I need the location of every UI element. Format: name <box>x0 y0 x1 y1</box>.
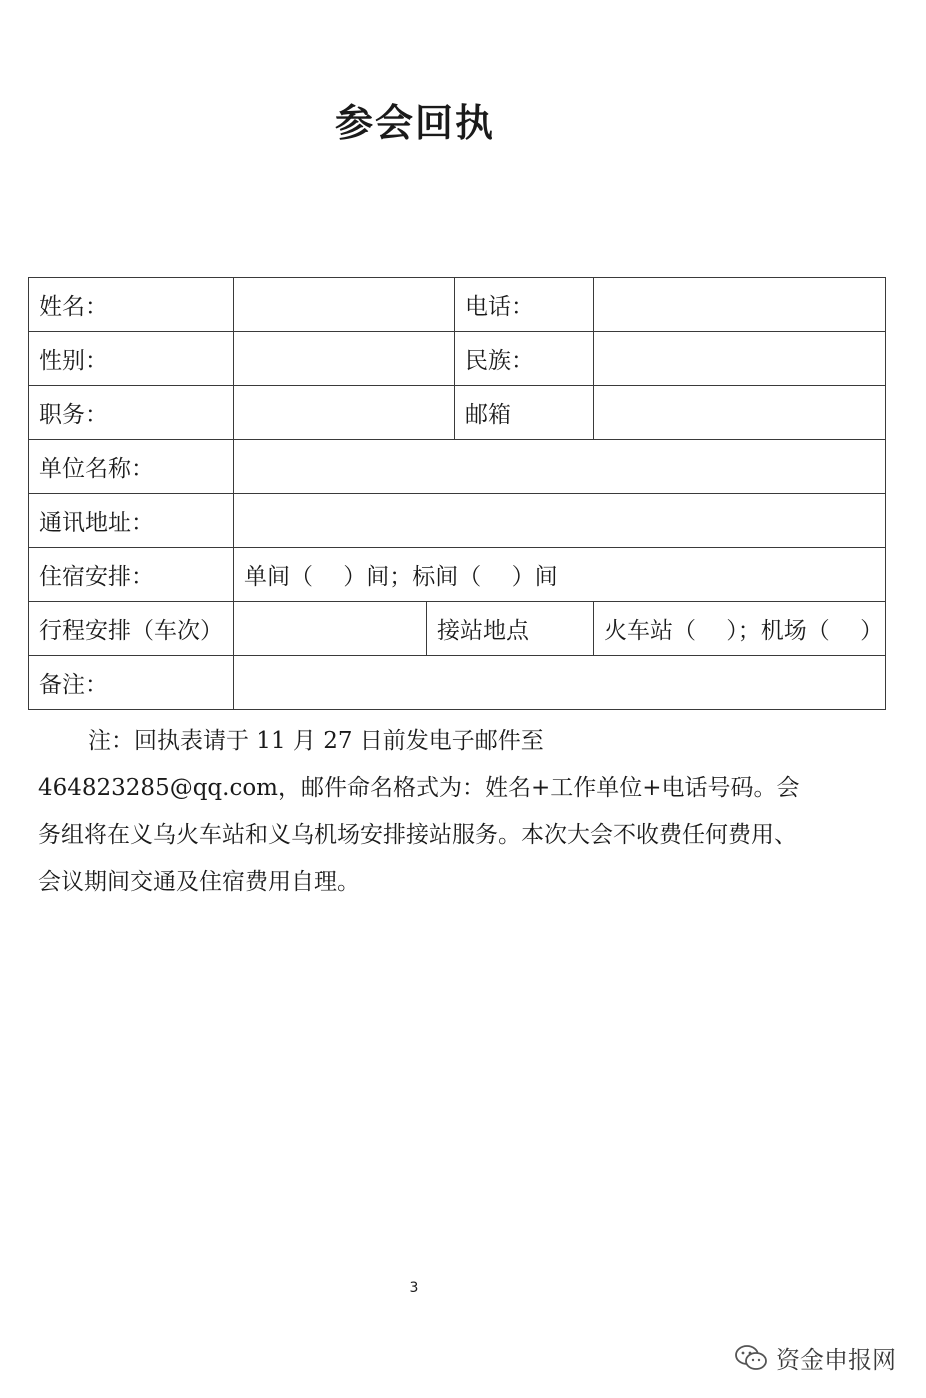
itinerary-label: 行程安排（车次） <box>29 602 234 656</box>
ethnicity-field[interactable] <box>594 332 886 386</box>
table-row <box>29 386 886 440</box>
ethnicity-label: 民族： <box>455 332 594 386</box>
lodging-label: 住宿安排： <box>29 548 234 602</box>
pickup-options[interactable]: 火车站（ ）；机场（ ） <box>594 602 886 656</box>
table-row <box>29 332 886 386</box>
table-row <box>29 440 886 494</box>
table-row <box>29 278 886 332</box>
page-number: 3 <box>409 1280 419 1296</box>
table-row <box>29 494 886 548</box>
table-row <box>29 602 886 656</box>
page-title: 参会回执 <box>334 101 495 145</box>
remarks-field[interactable] <box>234 656 886 710</box>
receipt-form-table <box>28 277 886 710</box>
position-label: 职务： <box>29 386 234 440</box>
itinerary-field[interactable] <box>234 602 427 656</box>
lodging-options[interactable]: 单间（ ）间；标间（ ）间 <box>234 548 886 602</box>
name-field[interactable] <box>234 278 455 332</box>
remarks-label: 备注： <box>29 656 234 710</box>
organization-label: 单位名称： <box>29 440 234 494</box>
address-field[interactable] <box>234 494 886 548</box>
phone-field[interactable] <box>594 278 886 332</box>
watermark <box>734 1340 896 1375</box>
watermark-text: 资金申报网 <box>776 1346 896 1374</box>
gender-field[interactable] <box>234 332 455 386</box>
organization-field[interactable] <box>234 440 886 494</box>
pickup-label: 接站地点 <box>427 602 594 656</box>
table-row <box>29 548 886 602</box>
email-field[interactable] <box>594 386 886 440</box>
submission-note: 注：回执表请于 11 月 27 日前发电子邮件至 464823285@qq.com，邮件命名格式为：姓名+工作单位+电话号码。会务组将在义乌火车站和义乌机场安排接站服务。本次大会不收费任何费用、会议期间交通及住宿费用自理。 <box>38 728 800 895</box>
position-field[interactable] <box>234 386 455 440</box>
table-row <box>29 656 886 710</box>
gender-label: 性别： <box>29 332 234 386</box>
address-label: 通讯地址： <box>29 494 234 548</box>
wechat-icon <box>734 1344 768 1372</box>
email-label: 邮箱 <box>455 386 594 440</box>
name-label: 姓名： <box>29 278 234 332</box>
phone-label: 电话： <box>455 278 594 332</box>
